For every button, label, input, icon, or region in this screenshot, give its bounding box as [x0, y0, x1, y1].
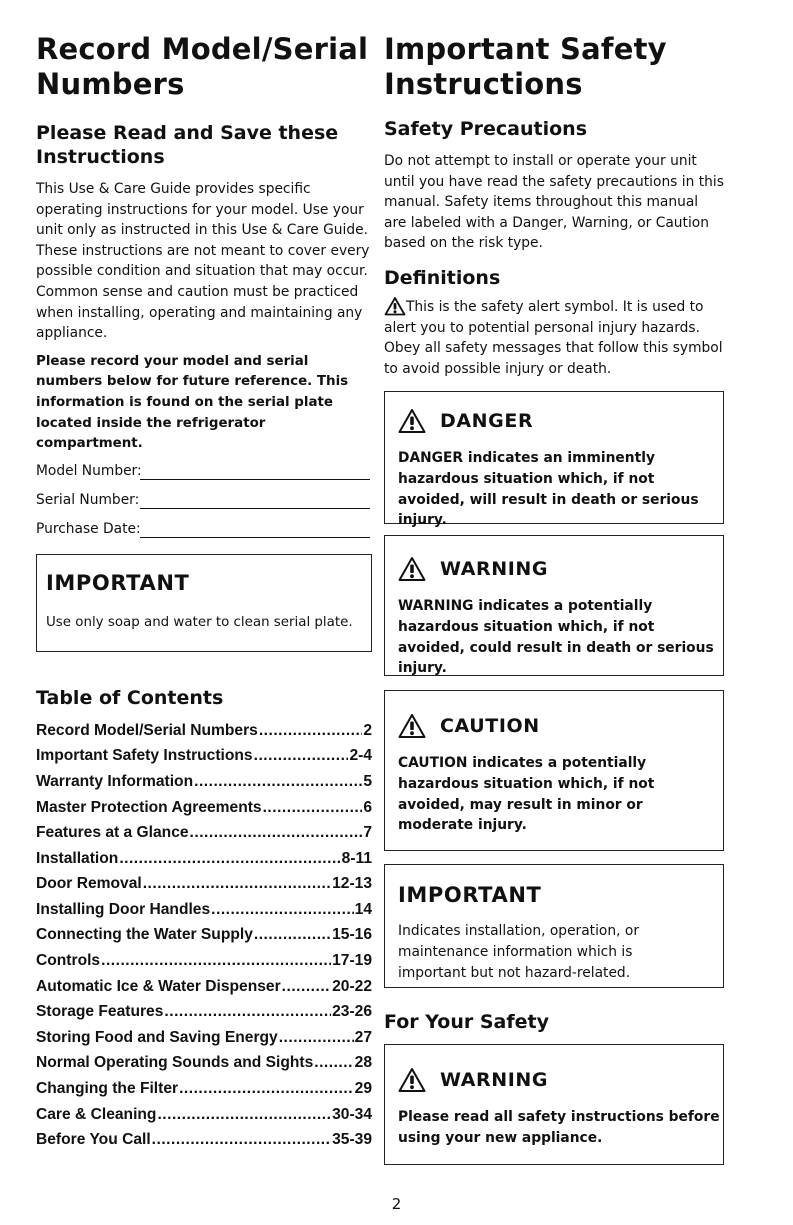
toc-row [36, 1102, 372, 1128]
toc-label: Controls [36, 952, 101, 970]
toc-row [36, 897, 372, 923]
toc-label: Storage Features [36, 1003, 164, 1021]
toc-row [36, 718, 372, 744]
important-serial-box [36, 554, 372, 652]
toc-row [36, 846, 372, 872]
toc-leader [314, 1050, 353, 1076]
right-column [384, 0, 724, 1165]
caution-header [398, 713, 723, 739]
toc-page: 29 [354, 1080, 372, 1098]
safety-warning-text: Please read all safety instructions before using your new appliance. [398, 1109, 720, 1146]
toc-leader [143, 871, 331, 897]
toc-row [36, 1076, 372, 1102]
toc-leader [279, 1025, 354, 1051]
serial-number-line [140, 508, 370, 509]
intro-paragraph: This Use & Care Guide provides specific operating instructions for your model. Use your unit only as instructed in this Use & Care Guide. These instructions are not meant to cover every possible condition and situation that may occur. Common sense and caution must be practiced when installing, operating and maintaining any appliance. [36, 181, 370, 342]
important-hazard-text: Indicates installation, operation, or maintenance information which is important but not hazard-related. [398, 923, 639, 981]
toc-label: Master Protection Agreements [36, 798, 262, 816]
purchase-date-field [36, 521, 372, 541]
toc-row [36, 999, 372, 1025]
read-save-subtitle: Please Read and Save these Instructions [36, 122, 339, 168]
safety-warning-header [398, 1067, 723, 1093]
model-number-field [36, 463, 372, 483]
toc-label: Record Model/Serial Numbers [36, 721, 258, 739]
toc-page: 6 [363, 798, 372, 816]
toc-page: 17-19 [332, 952, 372, 970]
toc-page: 8-11 [341, 849, 372, 867]
toc-label: Automatic Ice & Water Dispenser [36, 977, 281, 995]
toc-leader [282, 974, 331, 1000]
toc-leader [164, 999, 331, 1025]
record-note: Please record your model and serial numbers below for future reference. This information is found on the serial plate located inside the refrigerator compartment. [36, 353, 349, 452]
danger-header [398, 408, 723, 434]
toc-page: 14 [354, 900, 372, 918]
toc-page: 12-13 [332, 875, 372, 893]
toc-leader [190, 820, 363, 846]
definitions-paragraph [384, 296, 724, 379]
toc-label: Connecting the Water Supply [36, 926, 253, 944]
toc-page: 23-26 [332, 1003, 372, 1021]
toc-leader [254, 743, 349, 769]
toc-page: 2 [363, 721, 372, 739]
toc-label: Important Safety Instructions [36, 747, 253, 765]
safety-alert-icon [398, 1067, 426, 1093]
toc-label: Door Removal [36, 875, 142, 893]
toc-page: 7 [363, 824, 372, 842]
serial-number-field [36, 492, 372, 512]
caution-box [384, 690, 724, 851]
purchase-date-label: Purchase Date: [36, 520, 141, 537]
toc-row [36, 1050, 372, 1076]
definitions-text: This is the safety alert symbol. It is used to alert you to potential personal injury hazards. Obey all safety messages that follow this symbol to avoid possible injury or death. [384, 298, 723, 377]
toc-label: Care & Cleaning [36, 1105, 157, 1123]
toc-row [36, 769, 372, 795]
toc-leader [263, 795, 363, 821]
toc-label: Installation [36, 849, 119, 867]
toc-page: 35-39 [332, 1131, 372, 1149]
toc-leader [179, 1076, 354, 1102]
important-hazard-title: IMPORTANT [398, 883, 542, 908]
caution-text: CAUTION indicates a potentially hazardous situation which, if not avoided, may result in minor or moderate injury. [398, 755, 655, 834]
safety-instructions-title: Important Safety Instructions [384, 32, 667, 101]
toc-leader [254, 922, 331, 948]
danger-text: DANGER indicates an imminently hazardous situation which, if not avoided, will result in death or serious injury. [398, 450, 699, 529]
danger-word: DANGER [440, 410, 534, 433]
important-hazard-box [384, 864, 724, 988]
toc-row [36, 948, 372, 974]
safety-alert-icon [398, 713, 426, 739]
danger-box [384, 391, 724, 529]
toc-row [36, 1127, 372, 1153]
important-serial-title: IMPORTANT [46, 570, 190, 595]
safety-precautions-text: Do not attempt to install or operate your unit until you have read the safety precautions in this manual. Safety items throughout this manual are labeled with a Danger, Warning, or Caution based on the risk type. [384, 153, 724, 252]
toc-page: 30-34 [332, 1105, 372, 1123]
model-number-label: Model Number: [36, 462, 142, 479]
important-serial-text: Use only soap and water to clean serial plate. [46, 614, 353, 630]
toc-leader [119, 846, 340, 872]
safety-warning-word: WARNING [440, 1069, 549, 1092]
toc-row [36, 743, 372, 769]
purchase-date-line [140, 537, 370, 538]
toc-page: 2-4 [349, 747, 372, 765]
serial-number-label: Serial Number: [36, 491, 140, 508]
toc-label: Before You Call [36, 1131, 151, 1149]
toc-title: Table of Contents [36, 686, 224, 709]
toc-row [36, 922, 372, 948]
page-number: 2 [391, 1195, 402, 1213]
toc-label: Storing Food and Saving Energy [36, 1028, 278, 1046]
toc-page: 27 [354, 1028, 372, 1046]
toc-label: Installing Door Handles [36, 900, 211, 918]
safety-alert-icon [384, 296, 406, 316]
toc-page: 5 [363, 772, 372, 790]
toc-label: Warranty Information [36, 772, 194, 790]
toc-page: 20-22 [332, 977, 372, 995]
toc-label: Features at a Glance [36, 824, 189, 842]
warning-header [398, 556, 723, 582]
safety-warning-box [384, 1044, 724, 1165]
toc-row [36, 1025, 372, 1051]
warning-box [384, 535, 724, 676]
left-column [36, 0, 372, 1153]
toc-row [36, 820, 372, 846]
safety-alert-icon [398, 408, 426, 434]
warning-text: WARNING indicates a potentially hazardous situation which, if not avoided, could result in death or serious injury. [398, 598, 714, 677]
toc-leader [194, 769, 362, 795]
record-numbers-title: Record Model/Serial Numbers [36, 32, 369, 101]
safety-alert-icon [398, 556, 426, 582]
toc-label: Normal Operating Sounds and Sights [36, 1054, 314, 1072]
record-fields [36, 463, 372, 541]
toc-page: 28 [354, 1054, 372, 1072]
toc-row [36, 795, 372, 821]
toc-row [36, 974, 372, 1000]
toc-leader [101, 948, 331, 974]
model-number-line [140, 479, 370, 480]
warning-word: WARNING [440, 558, 549, 581]
toc-leader [157, 1102, 331, 1128]
toc-page: 15-16 [332, 926, 372, 944]
safety-precautions-heading: Safety Precautions [384, 118, 588, 140]
toc-leader [259, 718, 362, 744]
for-your-safety-heading: For Your Safety [384, 1011, 549, 1034]
toc-row [36, 871, 372, 897]
toc-label: Changing the Filter [36, 1080, 179, 1098]
table-of-contents [36, 718, 372, 1153]
definitions-heading: Definitions [384, 266, 501, 289]
caution-word: CAUTION [440, 715, 540, 738]
toc-leader [152, 1127, 331, 1153]
toc-leader [211, 897, 353, 923]
